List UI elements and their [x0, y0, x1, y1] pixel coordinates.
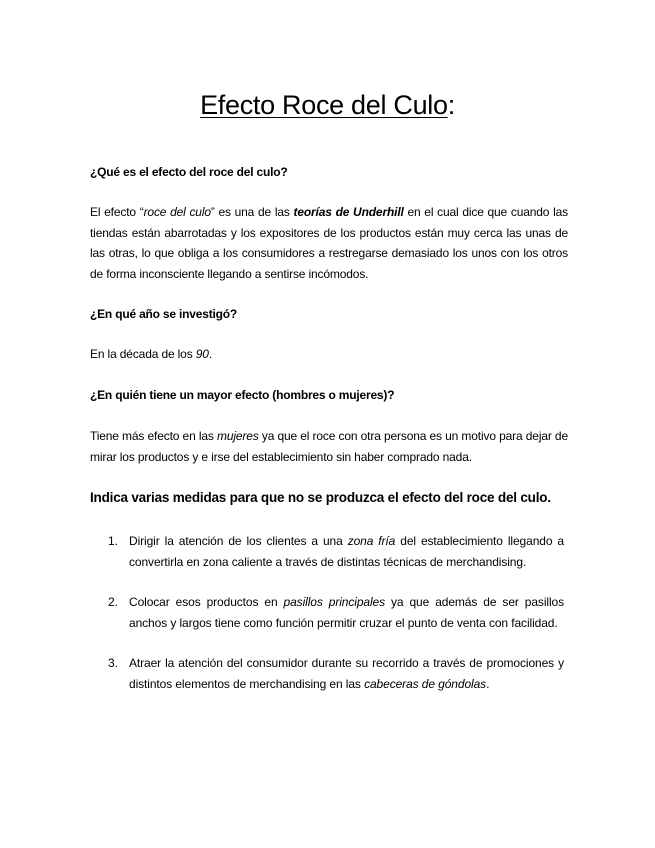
answer-1: [90, 202, 568, 284]
list-text-b: ya que además de ser pasillos anchos y largos tiene como función permitir cruzar el punto de venta con facilidad.: [129, 595, 565, 630]
list-text: [129, 653, 564, 694]
answer-1-bold: teorías de Underhill: [293, 205, 404, 219]
list-italic: zona fría: [347, 534, 396, 548]
list-text-a: Atraer la atención del consumidor durante su recorrido a través de promociones y distintos elementos de merchandising en las: [129, 656, 564, 691]
list-item: [108, 653, 564, 694]
answer-1-text-a: El efecto “: [90, 205, 144, 219]
answer-3-italic: mujeres: [216, 429, 259, 443]
answer-2-text-a: En la década de los: [90, 347, 196, 361]
list-item: [108, 531, 564, 572]
question-2: ¿En qué año se investigó?: [90, 307, 238, 321]
answer-1-text-b: ” es una de las: [210, 205, 294, 219]
list-number: 1.: [108, 534, 118, 548]
answer-3: [90, 426, 568, 467]
answer-3-text-b: ya que el roce con otra persona es un motivo para dejar de mirar los productos y e irse del establecimiento sin haber comprado nada.: [90, 429, 568, 464]
title-colon: :: [447, 90, 455, 120]
question-3: ¿En quién tiene un mayor efecto (hombres o mujeres)?: [90, 388, 395, 402]
document-title: [0, 90, 655, 121]
list-italic: cabeceras de góndolas: [364, 676, 487, 691]
answer-2-italic: 90: [195, 347, 209, 361]
question-1: ¿Qué es el efecto del roce del culo?: [90, 165, 288, 179]
list-number: 2.: [108, 595, 118, 609]
list-text-b: .: [486, 676, 490, 691]
list-text: [129, 592, 564, 633]
list-text-a: Colocar esos productos en: [129, 595, 284, 609]
answer-2-text-b: .: [208, 347, 212, 361]
answer-1-italic: roce del culo: [143, 205, 211, 219]
list-text: [129, 531, 564, 572]
list-text-a: Dirigir la atención de los clientes a una: [129, 534, 348, 548]
list-italic: pasillos principales: [283, 595, 386, 609]
answer-3-text-a: Tiene más efecto en las: [90, 429, 217, 443]
list-item: [108, 592, 564, 633]
list-text-b: del establecimiento llegando a convertirla en zona caliente a través de distintas técnicas de merchandising.: [129, 534, 564, 569]
title-text: Efecto Roce del Culo: [200, 90, 448, 120]
answer-2: [90, 344, 568, 365]
answer-1-text-c: en el cual dice que cuando las tiendas están abarrotadas y los expositores de los productos están muy cerca las unas de las otras, lo que obliga a los consumidores a restregarse demasiado los unos con los otros de forma inconsciente llegando a sentirse incómodos.: [90, 205, 568, 281]
section-heading: Indica varias medidas para que no se produzca el efecto del roce del culo.: [90, 490, 551, 505]
list-number: 3.: [108, 656, 118, 670]
